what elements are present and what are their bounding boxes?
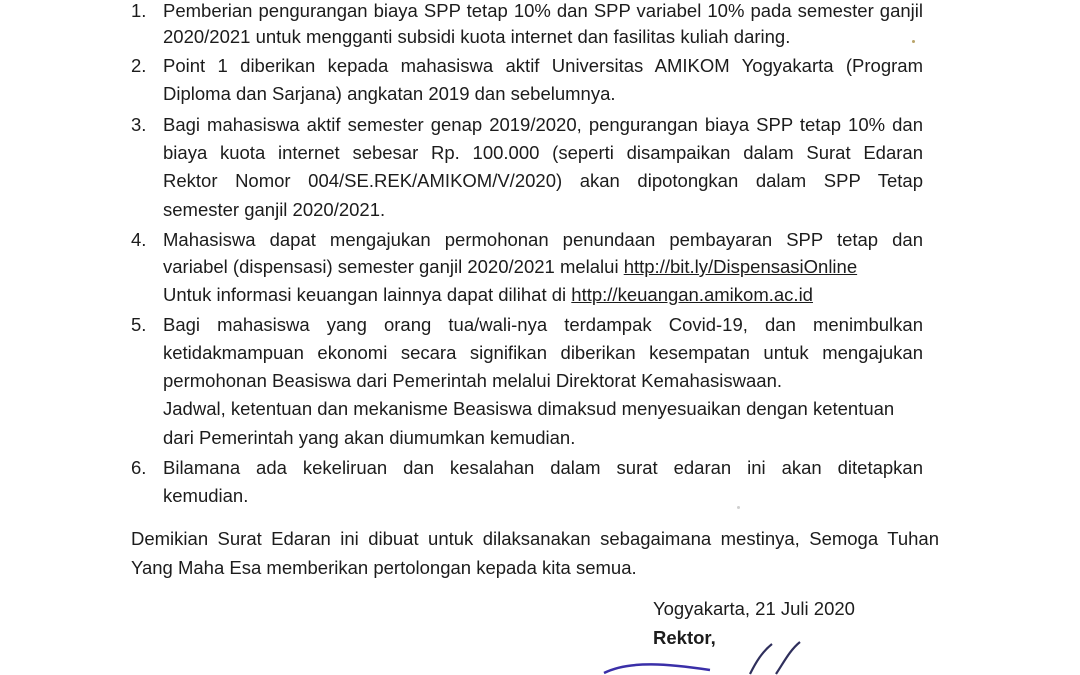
item-line-text: Untuk informasi keuangan lainnya dapat dilihat di <box>163 284 572 305</box>
place-date: Yogyakarta, 21 Juli 2020 <box>653 598 855 619</box>
item-line: dari Pemerintah yang akan diumumkan kemudian. <box>163 427 576 448</box>
item-number: 1. <box>131 0 147 21</box>
scan-speck <box>912 40 915 43</box>
item-line: Mahasiswa dapat mengajukan permohonan penundaan pembayaran SPP tetap dan <box>163 229 923 250</box>
item-line: semester ganjil 2020/2021. <box>163 199 386 220</box>
item-line <box>163 284 923 306</box>
item-number: 6. <box>131 457 147 478</box>
item-line: biaya kuota internet sebesar Rp. 100.000 (seperti disampaikan dalam Surat Edaran <box>163 142 923 163</box>
item-number: 4. <box>131 229 147 250</box>
item-line-text: variabel (dispensasi) semester ganjil 2020/2021 melalui <box>163 256 624 277</box>
closing-paragraph-line: Yang Maha Esa memberikan pertolongan kepada kita semua. <box>131 557 637 578</box>
item-line: 2020/2021 untuk mengganti subsidi kuota internet dan fasilitas kuliah daring. <box>163 26 791 47</box>
item-line: Jadwal, ketentuan dan mekanisme Beasiswa dimaksud menyesuaikan dengan ketentuan <box>163 398 895 419</box>
item-number: 2. <box>131 55 147 76</box>
item-line: Point 1 diberikan kepada mahasiswa aktif Universitas AMIKOM Yogyakarta (Program <box>163 55 923 76</box>
item-line: Bilamana ada kekeliruan dan kesalahan dalam surat edaran ini akan ditetapkan <box>163 457 923 478</box>
item-line: kemudian. <box>163 485 249 506</box>
signature-scribble <box>600 640 860 675</box>
item-line <box>163 256 923 278</box>
item-number: 5. <box>131 314 147 335</box>
dispensasi-link[interactable]: http://bit.ly/DispensasiOnline <box>623 256 858 277</box>
closing-paragraph-line: Demikian Surat Edaran ini dibuat untuk dilaksanakan sebagaimana mestinya, Semoga Tuhan <box>131 528 939 549</box>
item-line: Bagi mahasiswa yang orang tua/wali-nya terdampak Covid-19, dan menimbulkan <box>163 314 923 335</box>
item-line: ketidakmampuan ekonomi secara signifikan diberikan kesempatan untuk mengajukan <box>163 342 923 363</box>
keuangan-link[interactable]: http://keuangan.amikom.ac.id <box>571 284 813 305</box>
item-line: Pemberian pengurangan biaya SPP tetap 10% dan SPP variabel 10% pada semester ganjil <box>163 0 923 21</box>
scan-speck <box>737 506 740 509</box>
signatory-title: Rektor, <box>653 627 716 648</box>
item-line: Bagi mahasiswa aktif semester genap 2019/2020, pengurangan biaya SPP tetap 10% dan <box>163 114 923 135</box>
item-line: Rektor Nomor 004/SE.REK/AMIKOM/V/2020) akan dipotongkan dalam SPP Tetap <box>163 170 923 191</box>
item-number: 3. <box>131 114 147 135</box>
item-line: permohonan Beasiswa dari Pemerintah melalui Direktorat Kemahasiswaan. <box>163 370 783 391</box>
item-line: Diploma dan Sarjana) angkatan 2019 dan sebelumnya. <box>163 83 616 104</box>
